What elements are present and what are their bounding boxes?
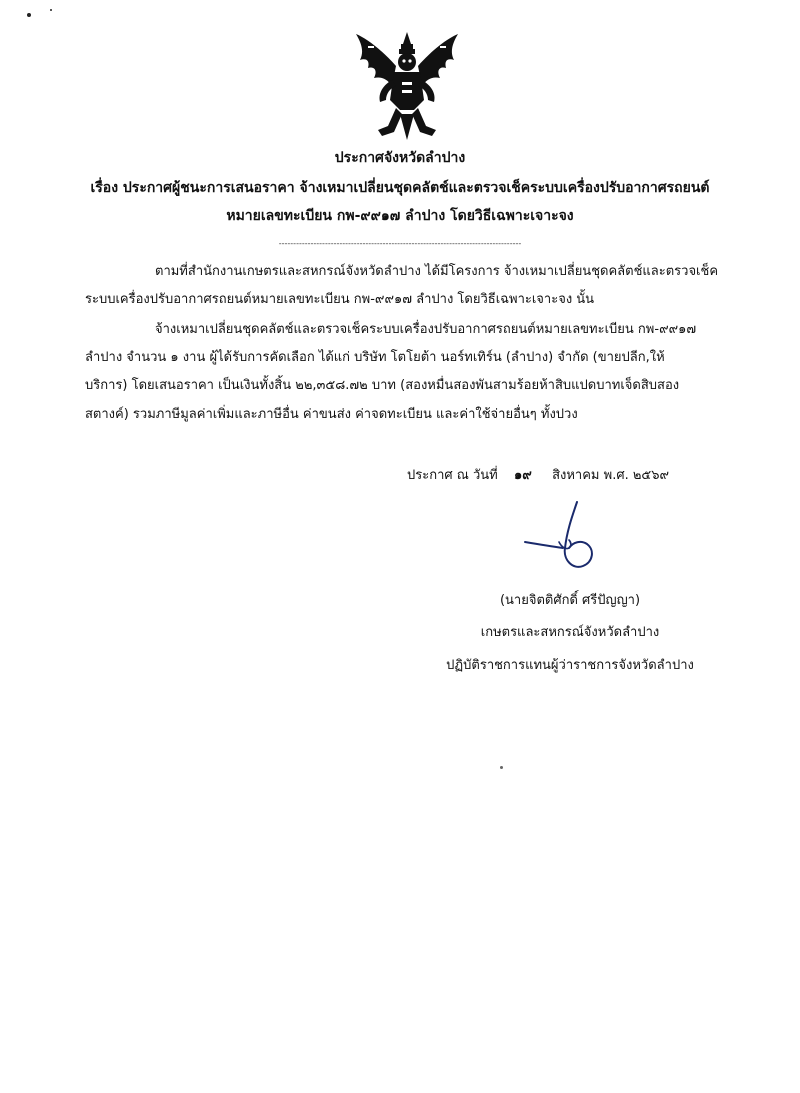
- paragraph-1-line-2: ระบบเครื่องปรับอากาศรถยนต์หมายเลขทะเบียน กพ-๙๙๑๗ ลำปาง โดยวิธีเฉพาะเจาะจง นั้น: [85, 292, 595, 307]
- paragraph-1-line-1: ตามที่สำนักงานเกษตรและสหกรณ์จังหวัดลำปาง ได้มีโครงการ จ้างเหมาเปลี่ยนชุดคลัตช์และตรวจเช็ค: [155, 264, 719, 279]
- subject-line-2: หมายเลขทะเบียน กพ-๙๙๑๗ ลำปาง โดยวิธีเฉพาะเจาะจง: [226, 208, 574, 224]
- scan-speck: [27, 13, 31, 17]
- paragraph-2-line-3: บริการ) โดยเสนอราคา เป็นเงินทั้งสิ้น ๒๒,๓๕๘.๗๒ บาท (สองหมื่นสองพันสามร้อยห้าสิบแปดบาทเจ็ดสิบสอง: [85, 378, 680, 393]
- scan-speck: [500, 766, 503, 769]
- announcement-date: [407, 466, 669, 486]
- paragraph-2-line-4: สตางค์) รวมภาษีมูลค่าเพิ่มและภาษีอื่น ค่าขนส่ง ค่าจดทะเบียน และค่าใช้จ่ายอื่นๆ ทั้งปวง: [85, 407, 578, 422]
- page-title: ประกาศจังหวัดลำปาง: [334, 150, 466, 166]
- handwritten-signature: [515, 500, 605, 580]
- date-prefix: ประกาศ ณ วันที่: [407, 468, 498, 483]
- paragraph-2-line-2: ลำปาง จำนวน ๑ งาน ผู้ได้รับการคัดเลือก ได้แก่ บริษัท โตโยต้า นอร์ทเทิร์น (ลำปาง) จำกัด (ขายปลีก,ให้: [85, 350, 665, 365]
- separator-line: ------------------------------------------------------------------------------------: [278, 239, 522, 248]
- paragraph-2-line-1: จ้างเหมาเปลี่ยนชุดคลัตช์และตรวจเช็คระบบเครื่องปรับอากาศรถยนต์หมายเลขทะเบียน กพ-๙๙๑๗: [155, 322, 697, 337]
- signatory-position: เกษตรและสหกรณ์จังหวัดลำปาง: [480, 625, 660, 640]
- signatory-name: (นายจิตติศักดิ์ ศรีปัญญา): [499, 593, 641, 608]
- garuda-emblem-icon: [352, 30, 462, 142]
- signatory-acting: ปฏิบัติราชการแทนผู้ว่าราชการจังหวัดลำปาง: [446, 658, 694, 673]
- date-day: ๑๙: [514, 468, 532, 483]
- subject-line-1: เรื่อง ประกาศผู้ชนะการเสนอราคา จ้างเหมาเปลี่ยนชุดคลัตช์และตรวจเช็คระบบเครื่องปรับอากาศรถยนต์: [90, 180, 710, 196]
- date-month-year: สิงหาคม พ.ศ. ๒๕๖๙: [552, 468, 670, 483]
- scan-speck: [50, 9, 52, 11]
